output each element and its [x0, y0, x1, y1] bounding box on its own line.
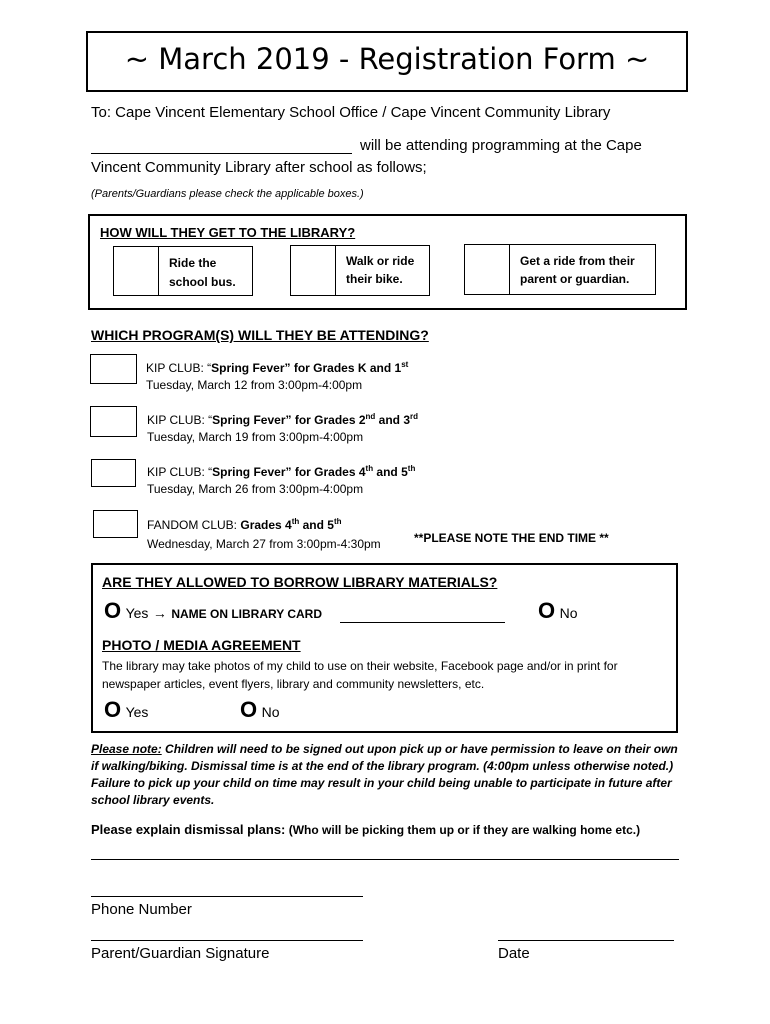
- photo-yes-option[interactable]: [104, 697, 148, 723]
- parent-label-line2: parent or guardian.: [520, 272, 630, 286]
- program-item-2: [147, 408, 418, 446]
- program-1-sup: st: [401, 360, 409, 369]
- dismissal-hint: (Who will be picking them up or if they are walking home etc.): [285, 823, 641, 837]
- library-card-name-field[interactable]: [340, 622, 505, 623]
- program-1-prefix: KIP CLUB: “: [146, 361, 212, 375]
- please-note-line4: school library events.: [91, 793, 215, 807]
- program-4-sup2: th: [333, 517, 342, 526]
- borrow-heading: ARE THEY ALLOWED TO BORROW LIBRARY MATERIALS?: [102, 574, 498, 590]
- child-name-field[interactable]: [91, 153, 352, 154]
- program-checkbox-3[interactable]: [91, 459, 136, 487]
- program-3-prefix: KIP CLUB: “: [147, 465, 213, 479]
- photo-text-line2: newspaper articles, event flyers, library and community newsletters, etc.: [102, 677, 485, 691]
- phone-number-field[interactable]: [91, 896, 363, 897]
- program-2-title: [147, 408, 418, 429]
- date-field[interactable]: [498, 940, 674, 941]
- please-note-text-1: Children will need to be signed out upon pick up or have permission to leave on their own: [161, 742, 678, 756]
- page-title: ~ March 2019 - Registration Form ~: [124, 42, 650, 76]
- program-3-title: [147, 460, 415, 481]
- borrow-no-option[interactable]: [538, 598, 577, 624]
- borrow-no-label: No: [559, 605, 578, 621]
- bus-label: [169, 254, 236, 292]
- parent-label-line1: Get a ride from their: [520, 254, 635, 268]
- program-2-date: Tuesday, March 19 from 3:00pm-4:00pm: [147, 430, 364, 444]
- photo-text: [102, 657, 618, 693]
- program-4-name: Grades 4: [240, 518, 292, 532]
- signature-label: Parent/Guardian Signature: [91, 945, 270, 962]
- phone-label: Phone Number: [91, 901, 192, 918]
- photo-yes-radio[interactable]: O: [104, 697, 122, 722]
- program-2-sup2: rd: [410, 412, 418, 421]
- parent-checkbox[interactable]: [464, 244, 510, 295]
- program-3-date: Tuesday, March 26 from 3:00pm-4:00pm: [147, 482, 364, 496]
- date-label: Date: [498, 945, 530, 962]
- program-3-name: Spring Fever” for Grades 4: [212, 465, 366, 479]
- program-item-4: [147, 512, 381, 554]
- bus-checkbox[interactable]: [113, 246, 159, 296]
- program-3-sup2: th: [407, 464, 416, 473]
- photo-yes-label: Yes: [125, 704, 149, 720]
- program-4-prefix: FANDOM CLUB:: [147, 518, 241, 532]
- end-time-note: **PLEASE NOTE THE END TIME **: [414, 531, 609, 545]
- program-checkbox-2[interactable]: [90, 406, 137, 437]
- program-2-prefix: KIP CLUB: “: [147, 413, 213, 427]
- program-3-mid: and 5: [373, 465, 408, 479]
- signature-field[interactable]: [91, 940, 363, 941]
- photo-no-radio[interactable]: O: [240, 697, 258, 722]
- program-2-sup: nd: [365, 412, 376, 421]
- parent-label: [520, 252, 635, 288]
- borrow-no-radio[interactable]: O: [538, 598, 556, 623]
- program-1-title: [146, 356, 408, 377]
- photo-no-label: No: [261, 704, 280, 720]
- program-1-name: Spring Fever” for Grades K and 1: [211, 361, 402, 375]
- attending-text-2: Vincent Community Library after school as follows;: [91, 159, 427, 176]
- photo-text-line1: The library may take photos of my child to use on their website, Facebook page and/or in print for: [102, 659, 618, 673]
- photo-no-option[interactable]: [240, 697, 279, 723]
- program-4-date: Wednesday, March 27 from 3:00pm-4:30pm: [147, 537, 381, 551]
- to-line: To: Cape Vincent Elementary School Office / Cape Vincent Community Library: [91, 104, 611, 121]
- program-item-3: [147, 460, 415, 498]
- borrow-yes-option[interactable]: [104, 598, 322, 624]
- program-2-mid: and 3: [375, 413, 410, 427]
- please-note-paragraph: [91, 741, 691, 809]
- program-3-sup: th: [365, 464, 374, 473]
- please-note-label: Please note:: [91, 742, 162, 756]
- program-1-date: Tuesday, March 12 from 3:00pm-4:00pm: [146, 378, 363, 392]
- bike-label: [346, 252, 414, 288]
- library-card-label: NAME ON LIBRARY CARD: [171, 607, 322, 621]
- program-4-title: [147, 512, 381, 535]
- program-2-name: Spring Fever” for Grades 2: [212, 413, 366, 427]
- dismissal-plans-field[interactable]: [91, 859, 679, 860]
- program-4-mid: and 5: [299, 518, 334, 532]
- please-note-line1: [91, 741, 691, 758]
- borrow-yes-radio[interactable]: O: [104, 598, 122, 623]
- borrow-yes-label: Yes: [125, 605, 149, 621]
- parents-note: (Parents/Guardians please check the applicable boxes.): [91, 188, 364, 200]
- dismissal-prompt: [91, 821, 640, 839]
- program-item-1: [146, 356, 408, 394]
- arrow-right-icon: →: [152, 605, 167, 621]
- please-note-line2: if walking/biking. Dismissal time is at the end of the library program. (4:00pm unless otherwise noted.): [91, 759, 674, 773]
- bike-label-line1: Walk or ride: [346, 254, 415, 268]
- bike-label-line2: their bike.: [346, 272, 403, 286]
- dismissal-label: Please explain dismissal plans:: [91, 822, 286, 837]
- program-4-sup: th: [291, 517, 300, 526]
- program-checkbox-1[interactable]: [90, 354, 137, 384]
- program-checkbox-4[interactable]: [93, 510, 138, 538]
- photo-heading: PHOTO / MEDIA AGREEMENT: [102, 637, 301, 653]
- bike-checkbox[interactable]: [290, 245, 336, 296]
- bus-label-line1: Ride the: [169, 256, 217, 270]
- programs-heading: WHICH PROGRAM(S) WILL THEY BE ATTENDING?: [91, 327, 429, 343]
- transport-heading: HOW WILL THEY GET TO THE LIBRARY?: [100, 225, 356, 240]
- attending-text: will be attending programming at the Cape: [360, 137, 642, 154]
- please-note-line3: Failure to pick up your child on time may result in your child being unable to participate in future after: [91, 776, 672, 790]
- bus-label-line2: school bus.: [169, 275, 236, 289]
